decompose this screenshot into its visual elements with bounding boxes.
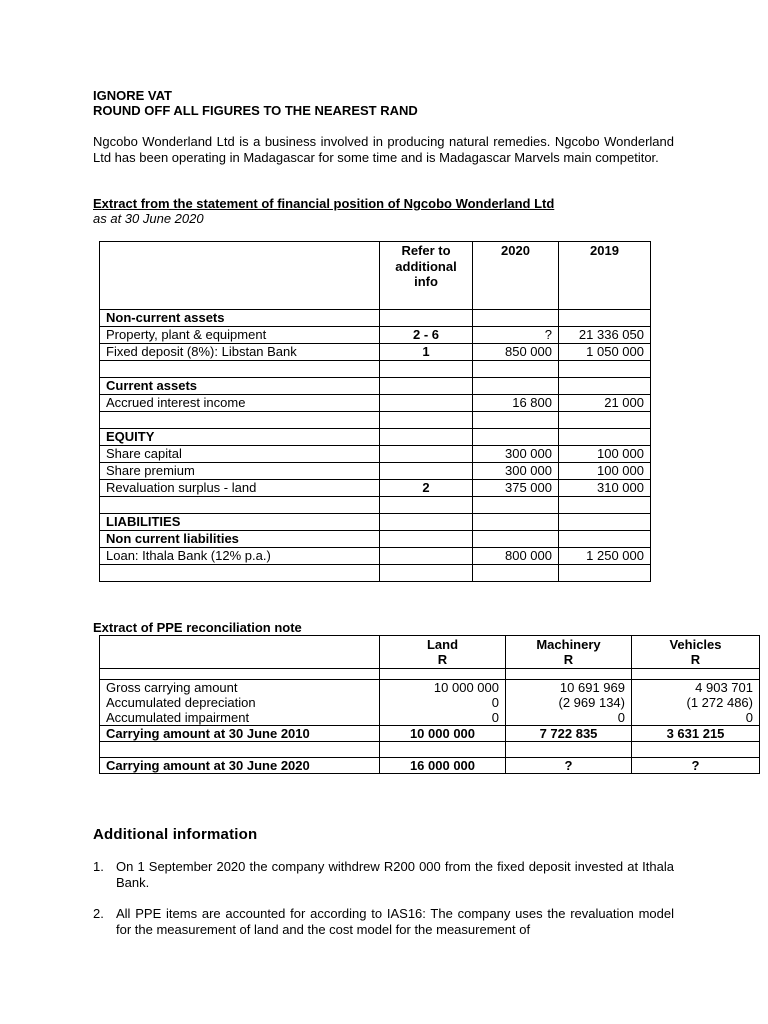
table-row (100, 463, 651, 480)
row-2019 (559, 514, 651, 531)
row-label: Fixed deposit (8%): Libstan Bank (100, 344, 380, 361)
ppe-header-vehicles-unit: R (690, 652, 701, 667)
row-label: Current assets (100, 378, 380, 395)
instruction-round-off: ROUND OFF ALL FIGURES TO THE NEAREST RAND (93, 103, 418, 118)
ppe-header-blank (100, 636, 380, 669)
spacer-row (100, 742, 760, 758)
row-land: 0 (380, 695, 506, 710)
row-land: 0 (380, 710, 506, 726)
row-2019 (559, 310, 651, 327)
row-label: Accumulated impairment (100, 710, 380, 726)
row-2019 (559, 429, 651, 446)
table-row (100, 548, 651, 565)
sfp-header-2020: 2020 (473, 242, 559, 310)
row-vehicles: 0 (632, 710, 760, 726)
row-label: Non-current assets (100, 310, 380, 327)
table-row (100, 344, 651, 361)
list-item-text: All PPE items are accounted for according to IAS16: The company uses the revaluation model for the measurement of land and the cost model for the measurement of (116, 906, 674, 937)
list-item (93, 859, 674, 891)
row-ref (380, 429, 473, 446)
row-2020 (473, 378, 559, 395)
table-row (100, 378, 651, 395)
row-vehicles: 4 903 701 (632, 680, 760, 696)
table-row (100, 531, 651, 548)
sfp-header-row (100, 242, 651, 310)
sfp-header-2019: 2019 (559, 242, 651, 310)
table-row (100, 680, 760, 696)
ppe-header-machinery (506, 636, 632, 669)
instruction-ignore-vat: IGNORE VAT (93, 88, 172, 103)
row-2020 (473, 531, 559, 548)
row-2019: 1 050 000 (559, 344, 651, 361)
row-ref (380, 395, 473, 412)
sfp-header-blank (100, 242, 380, 310)
row-label: Carrying amount at 30 June 2010 (100, 726, 380, 742)
ppe-header-land-unit: R (437, 652, 448, 667)
additional-heading: Additional information (93, 826, 258, 843)
row-ref (380, 548, 473, 565)
row-label: Share premium (100, 463, 380, 480)
row-ref (380, 514, 473, 531)
row-land: 16 000 000 (380, 758, 506, 774)
sfp-table (99, 241, 651, 582)
row-label: Loan: Ithala Bank (12% p.a.) (100, 548, 380, 565)
table-row (100, 695, 760, 710)
row-2019: 1 250 000 (559, 548, 651, 565)
row-2019: 100 000 (559, 446, 651, 463)
row-ref (380, 463, 473, 480)
row-2019 (559, 531, 651, 548)
intro-paragraph: Ngcobo Wonderland Ltd is a business involved in producing natural remedies. Ngcobo Wonderland Ltd has been operating in Madagascar for some time and is Madagascar Marvels main competitor. (93, 134, 674, 165)
row-2020: 300 000 (473, 463, 559, 480)
row-label: EQUITY (100, 429, 380, 446)
row-land: 10 000 000 (380, 726, 506, 742)
table-row (100, 310, 651, 327)
ppe-header-machinery-label: Machinery (536, 637, 601, 652)
row-2020 (473, 429, 559, 446)
row-2020 (473, 310, 559, 327)
row-2019: 100 000 (559, 463, 651, 480)
ppe-header-row (100, 636, 760, 669)
row-2019: 21 000 (559, 395, 651, 412)
ppe-title: Extract of PPE reconciliation note (93, 620, 302, 635)
row-2020: 800 000 (473, 548, 559, 565)
row-ref: 2 - 6 (380, 327, 473, 344)
row-2019: 310 000 (559, 480, 651, 497)
table-row (100, 327, 651, 344)
row-ref (380, 310, 473, 327)
sfp-title: Extract from the statement of financial position of Ngcobo Wonderland Ltd (93, 196, 555, 211)
table-row (100, 514, 651, 531)
row-label: Property, plant & equipment (100, 327, 380, 344)
sfp-header-ref: Refer to additional info (380, 242, 473, 310)
table-row (100, 726, 760, 742)
table-row (100, 480, 651, 497)
list-item-text: On 1 September 2020 the company withdrew R200 000 from the fixed deposit invested at Ithala Bank. (116, 859, 674, 890)
ppe-header-vehicles (632, 636, 760, 669)
row-machinery: ? (506, 758, 632, 774)
row-vehicles: (1 272 486) (632, 695, 760, 710)
table-row (100, 395, 651, 412)
row-vehicles: 3 631 215 (632, 726, 760, 742)
ppe-header-machinery-unit: R (563, 652, 574, 667)
sfp-subtitle: as at 30 June 2020 (93, 211, 204, 226)
row-land: 10 000 000 (380, 680, 506, 696)
row-label: Non current liabilities (100, 531, 380, 548)
row-label: Revaluation surplus - land (100, 480, 380, 497)
row-2020 (473, 514, 559, 531)
list-item (93, 906, 674, 938)
row-2020: ? (473, 327, 559, 344)
table-row (100, 429, 651, 446)
spacer-row (100, 361, 651, 378)
row-label: Share capital (100, 446, 380, 463)
row-label: Accrued interest income (100, 395, 380, 412)
row-2019: 21 336 050 (559, 327, 651, 344)
row-label: Accumulated depreciation (100, 695, 380, 710)
row-label: LIABILITIES (100, 514, 380, 531)
row-machinery: 10 691 969 (506, 680, 632, 696)
list-item-number: 2. (93, 906, 104, 921)
row-2020: 16 800 (473, 395, 559, 412)
table-row (100, 710, 760, 726)
row-machinery: 7 722 835 (506, 726, 632, 742)
spacer-row (100, 412, 651, 429)
ppe-header-vehicles-label: Vehicles (669, 637, 722, 652)
row-ref (380, 378, 473, 395)
row-ref: 1 (380, 344, 473, 361)
row-ref (380, 531, 473, 548)
row-2020: 300 000 (473, 446, 559, 463)
spacer-row (100, 669, 760, 680)
ppe-header-land (380, 636, 506, 669)
row-vehicles: ? (632, 758, 760, 774)
table-row (100, 446, 651, 463)
spacer-row (100, 565, 651, 582)
row-ref: 2 (380, 480, 473, 497)
ppe-header-land-label: Land (426, 637, 459, 652)
row-machinery: (2 969 134) (506, 695, 632, 710)
row-label: Gross carrying amount (100, 680, 380, 696)
row-machinery: 0 (506, 710, 632, 726)
ppe-table (99, 635, 760, 774)
row-2019 (559, 378, 651, 395)
row-2020: 375 000 (473, 480, 559, 497)
row-2020: 850 000 (473, 344, 559, 361)
row-ref (380, 446, 473, 463)
list-item-number: 1. (93, 859, 104, 874)
table-row (100, 758, 760, 774)
row-label: Carrying amount at 30 June 2020 (100, 758, 380, 774)
spacer-row (100, 497, 651, 514)
